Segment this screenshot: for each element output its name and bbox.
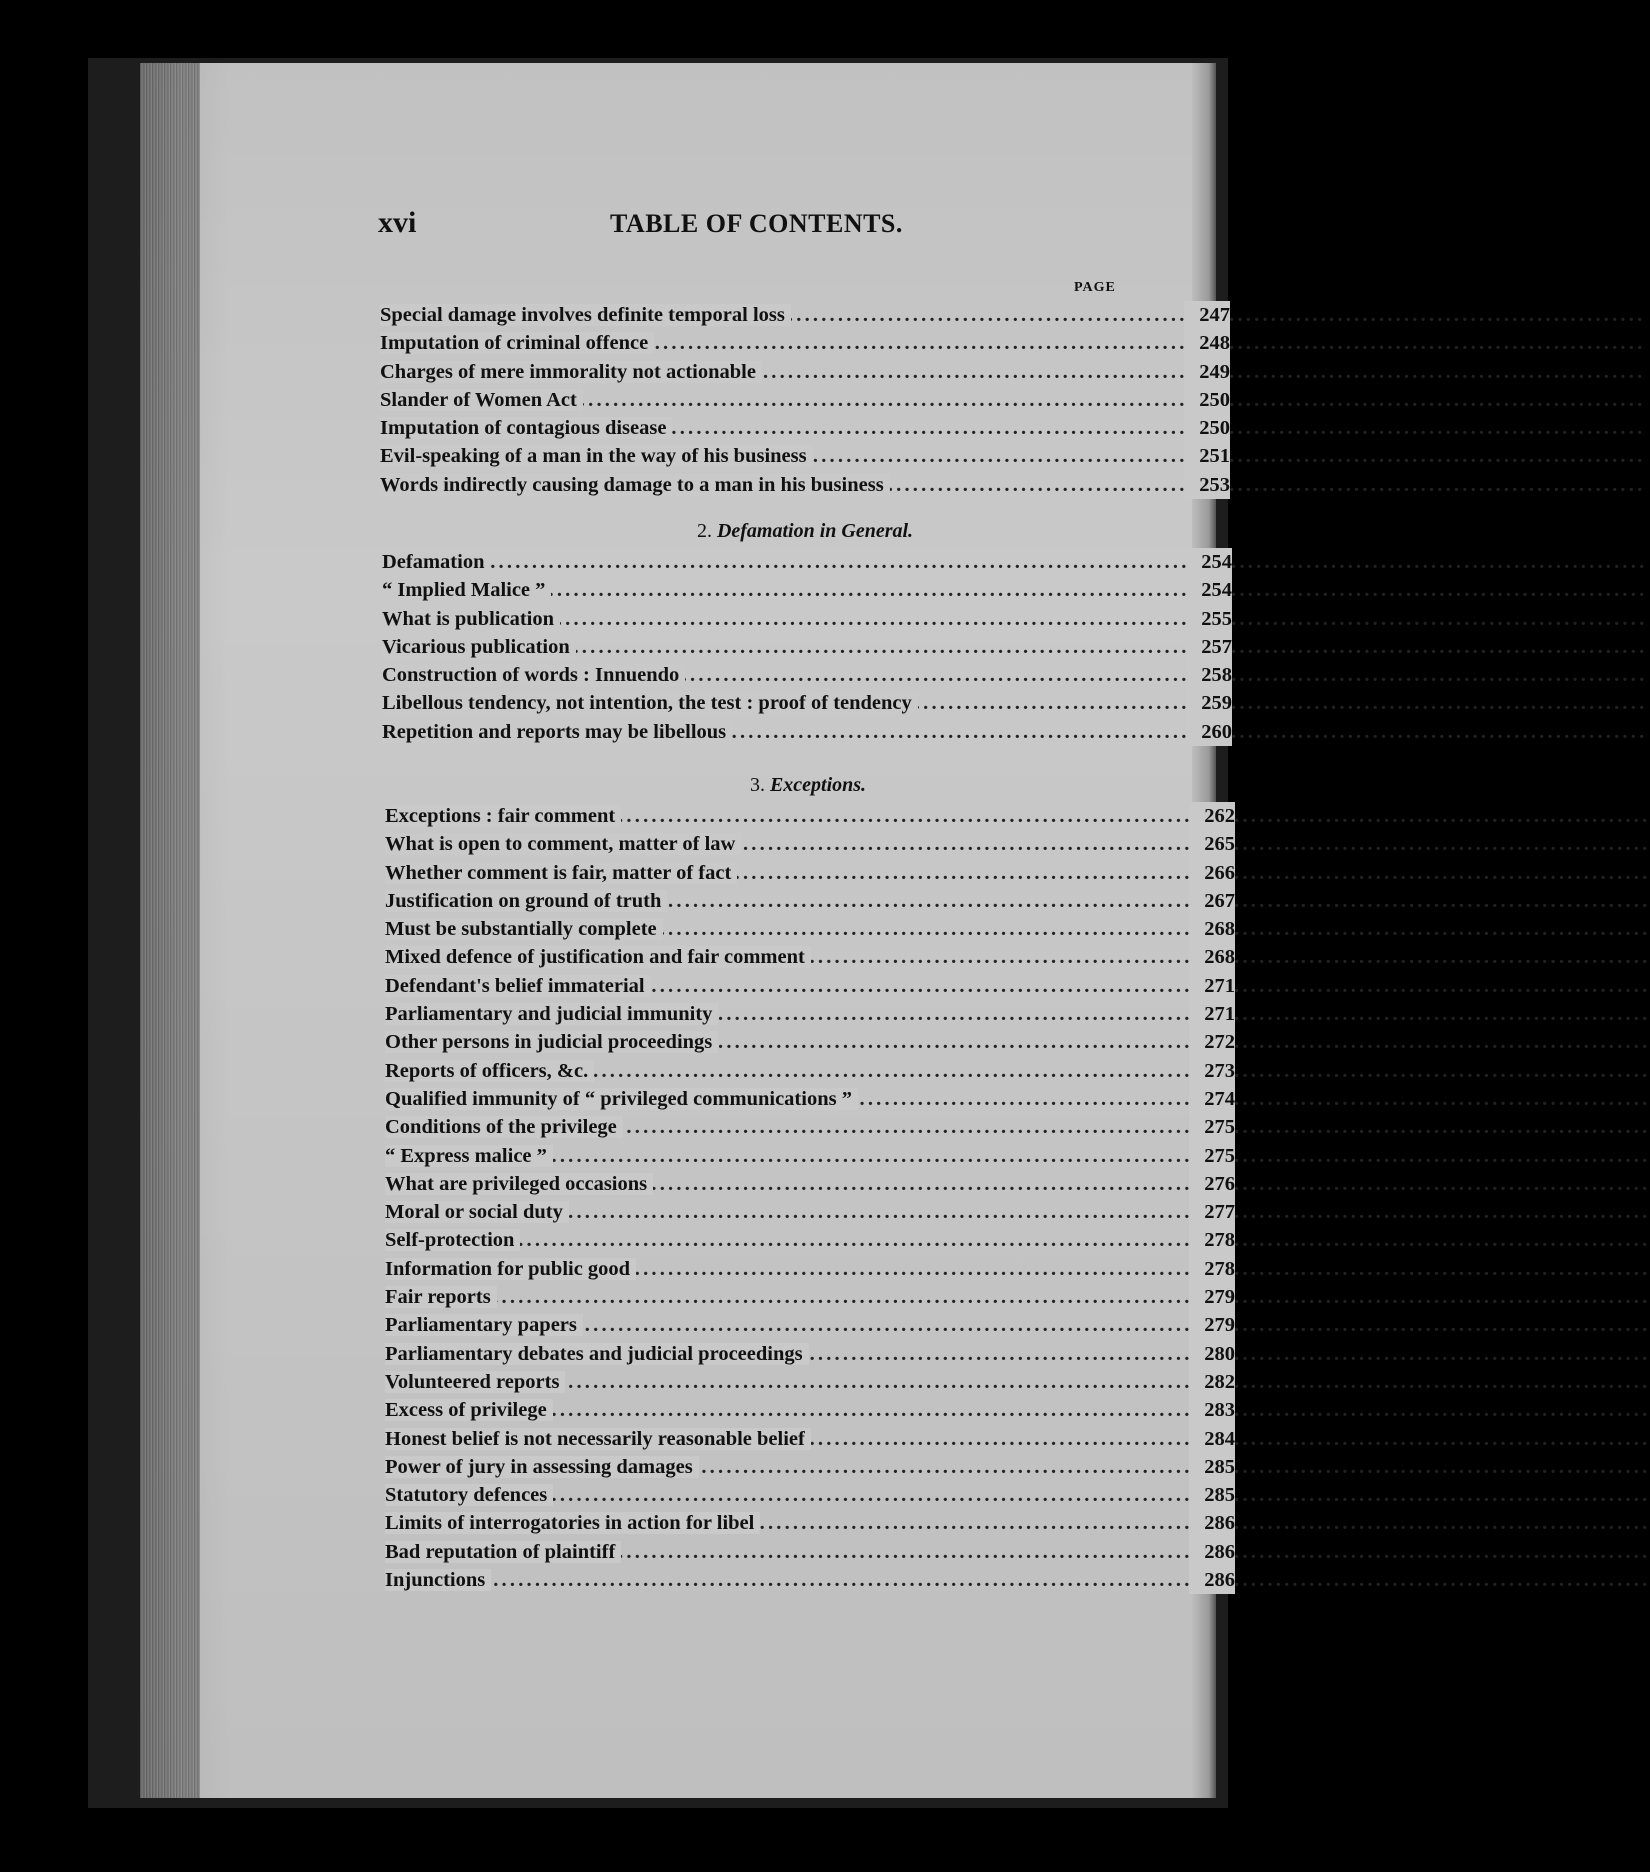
- toc-entry: [385, 1538, 1235, 1566]
- toc-entry-page: 286: [1189, 1538, 1235, 1566]
- toc-entry-title: Repetition and reports may be libellous: [382, 721, 732, 743]
- toc-entry-title: Construction of words : Innuendo: [382, 664, 685, 686]
- toc-entry: [382, 548, 1232, 576]
- toc-entry-page: 266: [1189, 859, 1235, 887]
- toc-entry: [385, 887, 1235, 915]
- toc-entry-page: 257: [1186, 633, 1232, 661]
- toc-entry: [380, 301, 1230, 329]
- toc-entry-page: 274: [1189, 1085, 1235, 1113]
- toc-entry-page: 286: [1189, 1566, 1235, 1594]
- toc-entry: [382, 689, 1232, 717]
- toc-entry-title: Imputation of contagious disease: [380, 417, 672, 439]
- toc-entry-title: Self-protection: [385, 1229, 520, 1251]
- toc-entry-title: Injunctions: [385, 1569, 491, 1591]
- section-heading-defamation: [380, 520, 1230, 543]
- toc-entry-title: Slander of Women Act: [380, 389, 583, 411]
- toc-entry: [385, 1311, 1235, 1339]
- toc-entry: [385, 859, 1235, 887]
- toc-entry: [382, 633, 1232, 661]
- toc-entry: [380, 471, 1230, 499]
- toc-entry-page: 248: [1184, 329, 1230, 357]
- toc-entry-page: 275: [1189, 1113, 1235, 1141]
- toc-entry-page: 279: [1189, 1283, 1235, 1311]
- toc-entry: [385, 1028, 1235, 1056]
- toc-entry-title: Qualified immunity of “ privileged communications ”: [385, 1088, 858, 1110]
- toc-entry: [380, 386, 1230, 414]
- toc-entry-page: 282: [1189, 1368, 1235, 1396]
- toc-entry-page: 284: [1189, 1425, 1235, 1453]
- toc-entry-title: Parliamentary papers: [385, 1314, 583, 1336]
- toc-entry-title: Statutory defences: [385, 1484, 553, 1506]
- toc-group-3: [385, 802, 1235, 1594]
- running-title: TABLE OF CONTENTS.: [610, 209, 903, 238]
- toc-entry-title: Reports of officers, &c.: [385, 1060, 594, 1082]
- toc-entry-page: 279: [1189, 1311, 1235, 1339]
- toc-entry-page: 283: [1189, 1396, 1235, 1424]
- toc-entry: [382, 661, 1232, 689]
- toc-entry-title: Information for public good: [385, 1258, 636, 1280]
- toc-entry-title: Imputation of criminal offence: [380, 332, 654, 354]
- toc-entry: [385, 1509, 1235, 1537]
- toc-entry-page: 258: [1186, 661, 1232, 689]
- toc-entry-page: 277: [1189, 1198, 1235, 1226]
- toc-entry-page: 259: [1186, 689, 1232, 717]
- toc-entry: [385, 1340, 1235, 1368]
- toc-entry-page: 275: [1189, 1142, 1235, 1170]
- toc-entry: [385, 1057, 1235, 1085]
- toc-entry: [385, 802, 1235, 830]
- toc-entry: [385, 1481, 1235, 1509]
- toc-entry-title: Parliamentary debates and judicial proceedings: [385, 1343, 809, 1365]
- toc-entry: [385, 1000, 1235, 1028]
- toc-entry-title: Libellous tendency, not intention, the test : proof of tendency: [382, 692, 918, 714]
- toc-entry: [385, 1226, 1235, 1254]
- toc-entry-title: What is publication: [382, 608, 560, 630]
- toc-entry-page: 254: [1186, 576, 1232, 604]
- toc-entry-title: Vicarious publication: [382, 636, 576, 658]
- toc-entry-page: 286: [1189, 1509, 1235, 1537]
- toc-entry-title: Bad reputation of plaintiff: [385, 1541, 621, 1563]
- toc-entry: [385, 830, 1235, 858]
- toc-entry: [382, 718, 1232, 746]
- toc-entry-page: 278: [1189, 1255, 1235, 1283]
- toc-entry: [385, 1170, 1235, 1198]
- toc-entry-title: Honest belief is not necessarily reasonable belief: [385, 1428, 811, 1450]
- toc-entry: [385, 1566, 1235, 1594]
- toc-entry-title: Evil-speaking of a man in the way of his business: [380, 445, 813, 467]
- toc-entry-title: Must be substantially complete: [385, 918, 663, 940]
- toc-entry-page: 265: [1189, 830, 1235, 858]
- toc-entry-page: 271: [1189, 972, 1235, 1000]
- toc-entry: [380, 414, 1230, 442]
- toc-entry-title: Charges of mere immorality not actionable: [380, 361, 762, 383]
- toc-entry: [385, 1113, 1235, 1141]
- section-heading-exceptions: [383, 774, 1233, 797]
- toc-entry-title: Volunteered reports: [385, 1371, 565, 1393]
- section-title: Defamation in General.: [716, 520, 914, 542]
- toc-entry-page: 278: [1189, 1226, 1235, 1254]
- toc-entry-title: Power of jury in assessing damages: [385, 1456, 699, 1478]
- section-title: Exceptions.: [769, 774, 867, 796]
- toc-entry-page: 268: [1189, 915, 1235, 943]
- toc-entry-page: 271: [1189, 1000, 1235, 1028]
- page-column-label: PAGE: [1074, 280, 1116, 295]
- toc-entry-title: “ Implied Malice ”: [382, 579, 551, 601]
- toc-entry-page: 267: [1189, 887, 1235, 915]
- toc-entry-page: 280: [1189, 1340, 1235, 1368]
- toc-entry-title: Limits of interrogatories in action for libel: [385, 1512, 760, 1534]
- toc-entry: [385, 972, 1235, 1000]
- dot-leader: [385, 1566, 1183, 1594]
- toc-entry-title: Words indirectly causing damage to a man in his business: [380, 474, 890, 496]
- toc-entry-title: Moral or social duty: [385, 1201, 569, 1223]
- toc-entry-title: Parliamentary and judicial immunity: [385, 1003, 718, 1025]
- toc-entry-title: Whether comment is fair, matter of fact: [385, 862, 737, 884]
- toc-entry-page: 272: [1189, 1028, 1235, 1056]
- toc-entry-page: 255: [1186, 605, 1232, 633]
- toc-entry-page: 285: [1189, 1453, 1235, 1481]
- toc-entry: [385, 1085, 1235, 1113]
- toc-entry-page: 268: [1189, 943, 1235, 971]
- toc-entry-page: 249: [1184, 358, 1230, 386]
- page-header: [378, 206, 1128, 246]
- toc-entry: [385, 1198, 1235, 1226]
- toc-entry-page: 285: [1189, 1481, 1235, 1509]
- toc-entry: [385, 1255, 1235, 1283]
- toc-entry: [385, 915, 1235, 943]
- toc-entry: [385, 1396, 1235, 1424]
- toc-entry: [385, 1283, 1235, 1311]
- toc-group-1: [380, 301, 1230, 499]
- toc-entry: [385, 1453, 1235, 1481]
- toc-entry-page: 250: [1184, 414, 1230, 442]
- toc-entry: [380, 442, 1230, 470]
- toc-entry-page: 251: [1184, 442, 1230, 470]
- toc-entry: [382, 576, 1232, 604]
- section-number: 3.: [749, 774, 765, 796]
- toc-entry-title: What is open to comment, matter of law: [385, 833, 741, 855]
- toc-entry: [385, 1368, 1235, 1396]
- toc-entry-page: 260: [1186, 718, 1232, 746]
- toc-entry-page: 253: [1184, 471, 1230, 499]
- toc-entry-title: Exceptions : fair comment: [385, 805, 621, 827]
- section-number: 2.: [696, 520, 712, 542]
- toc-entry-page: 247: [1184, 301, 1230, 329]
- toc-entry: [380, 329, 1230, 357]
- page-number: xvi: [378, 206, 417, 239]
- toc-entry: [385, 943, 1235, 971]
- toc-entry-page: 254: [1186, 548, 1232, 576]
- dot-leader: [385, 1283, 1183, 1311]
- toc-entry-title: Defendant's belief immaterial: [385, 975, 651, 997]
- toc-entry-title: Conditions of the privilege: [385, 1116, 623, 1138]
- toc-entry-title: Mixed defence of justification and fair comment: [385, 946, 811, 968]
- toc-entry-title: Special damage involves definite temporal loss: [380, 304, 791, 326]
- toc-entry-title: Justification on ground of truth: [385, 890, 667, 912]
- toc-entry-title: Defamation: [382, 551, 490, 573]
- toc-group-2: [382, 548, 1232, 746]
- page-binding: [140, 63, 200, 1798]
- toc-entry: [380, 358, 1230, 386]
- toc-entry-page: 262: [1189, 802, 1235, 830]
- toc-entry-title: Other persons in judicial proceedings: [385, 1031, 718, 1053]
- toc-entry: [385, 1142, 1235, 1170]
- toc-entry-page: 250: [1184, 386, 1230, 414]
- toc-entry: [385, 1425, 1235, 1453]
- toc-entry-page: 276: [1189, 1170, 1235, 1198]
- dot-leader: [382, 548, 1180, 576]
- toc-entry-page: 273: [1189, 1057, 1235, 1085]
- toc-entry-title: “ Express malice ”: [385, 1145, 553, 1167]
- toc-entry: [382, 605, 1232, 633]
- toc-entry-title: Excess of privilege: [385, 1399, 553, 1421]
- toc-entry-title: What are privileged occasions: [385, 1173, 653, 1195]
- toc-entry-title: Fair reports: [385, 1286, 497, 1308]
